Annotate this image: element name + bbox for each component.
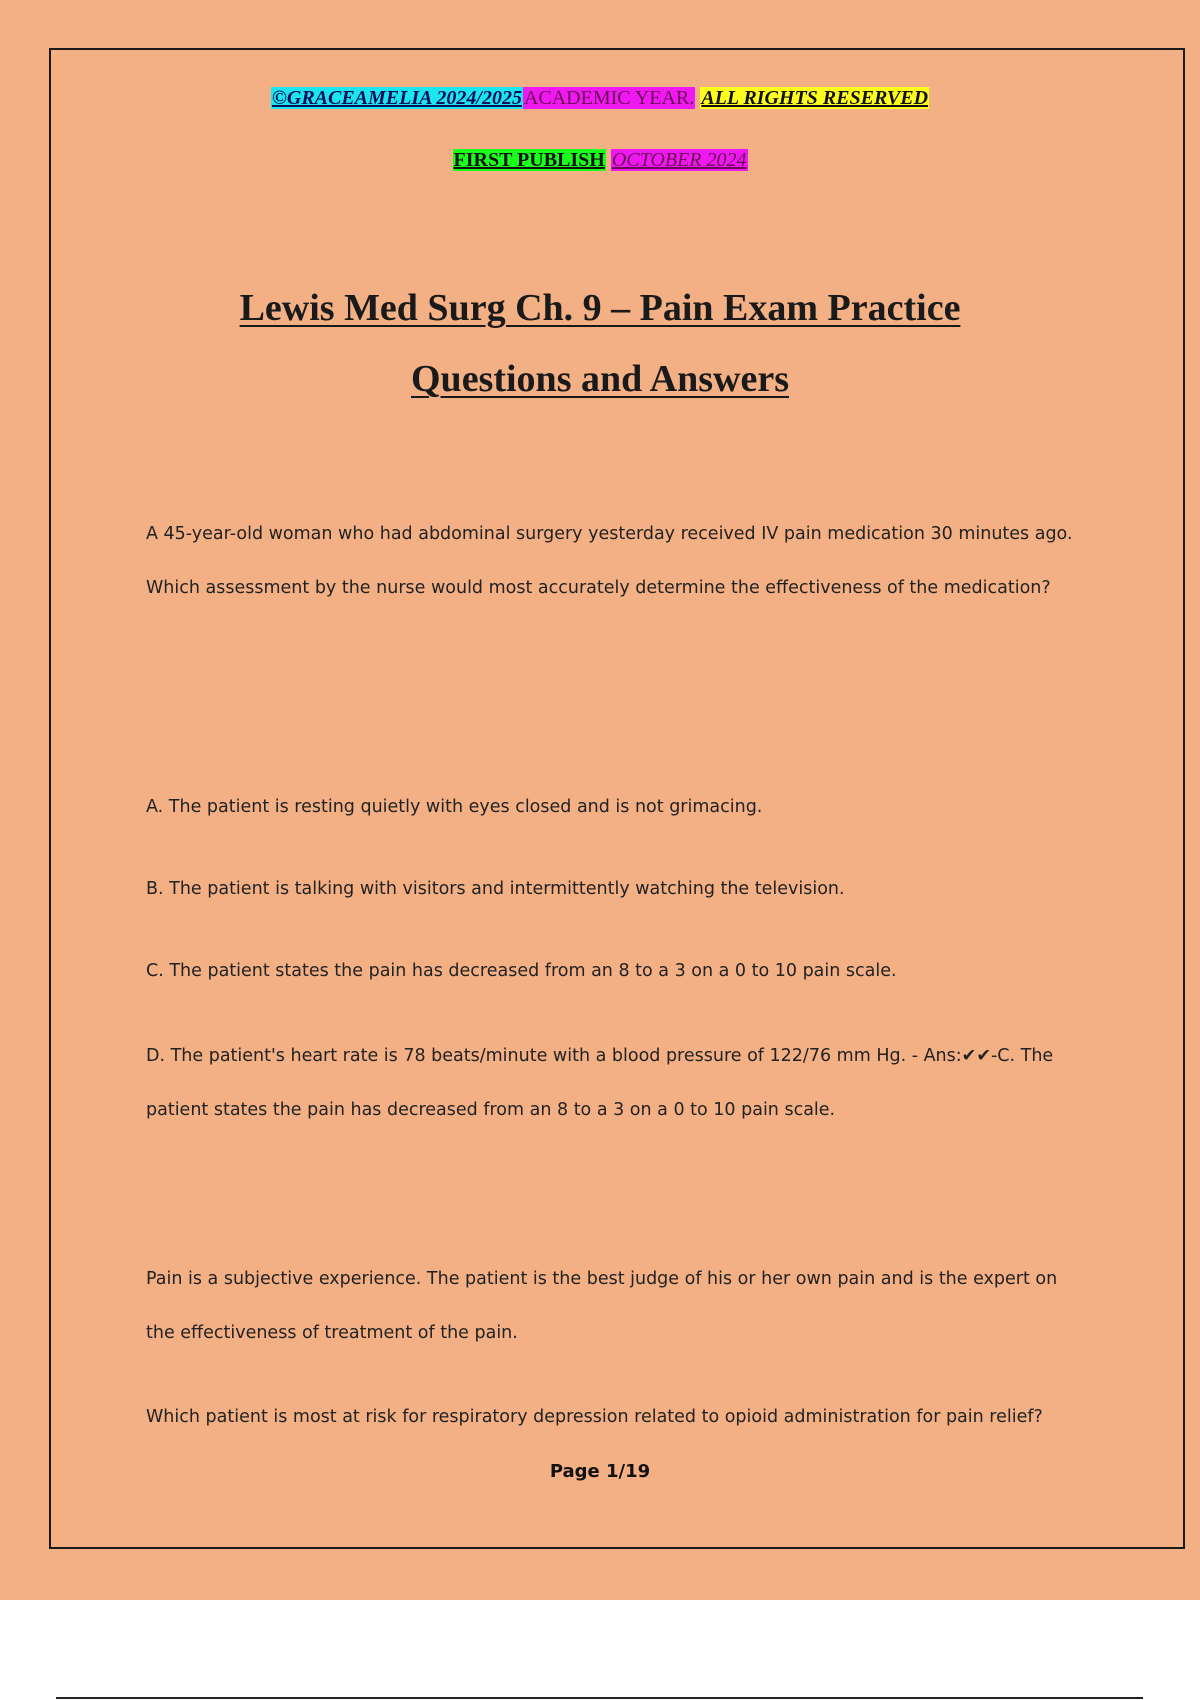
document-title-line-1: Lewis Med Surg Ch. 9 – Pain Exam Practice [239, 287, 961, 329]
publish-date-label: OCTOBER 2024 [611, 149, 747, 171]
copyright-label: ©GRACEAMELIA 2024/2025 [271, 87, 522, 109]
question-2-stem: Which patient is most at risk for respiratory depression related to opioid administration for pain relief? [146, 1407, 1043, 1427]
rights-reserved-label: ALL RIGHTS RESERVED [701, 87, 929, 109]
document-title-line-2: Questions and Answers [411, 358, 789, 400]
question-1-stem: A 45-year-old woman who had abdominal surgery yesterday received IV pain medication 30 minutes ago. Which assessment by the nurse would most accurately determine the effectiveness of the medication? [146, 524, 1073, 598]
question-1-option-d-answer: D. The patient's heart rate is 78 beats/minute with a blood pressure of 122/76 mm Hg. - Ans:✔✔-C. The patient states the pain has decreased from an 8 to a 3 on a 0 to 10 pain scale. [146, 1046, 1054, 1120]
academic-year-label: ACADEMIC YEAR. [523, 87, 695, 109]
publish-header [0, 148, 1200, 172]
page-number: Page 1/19 [549, 1461, 651, 1482]
question-1-option-a: A. The patient is resting quietly with eyes closed and is not grimacing. [146, 797, 763, 817]
first-publish-label: FIRST PUBLISH [453, 149, 605, 171]
question-1-rationale: Pain is a subjective experience. The patient is the best judge of his or her own pain and is the expert on the effectiveness of treatment of the pain. [146, 1269, 1058, 1343]
bottom-divider [56, 1697, 1143, 1699]
question-1-option-c: C. The patient states the pain has decreased from an 8 to a 3 on a 0 to 10 pain scale. [146, 961, 897, 981]
question-1-option-b: B. The patient is talking with visitors and intermittently watching the television. [146, 879, 845, 899]
copyright-header [0, 86, 1200, 110]
